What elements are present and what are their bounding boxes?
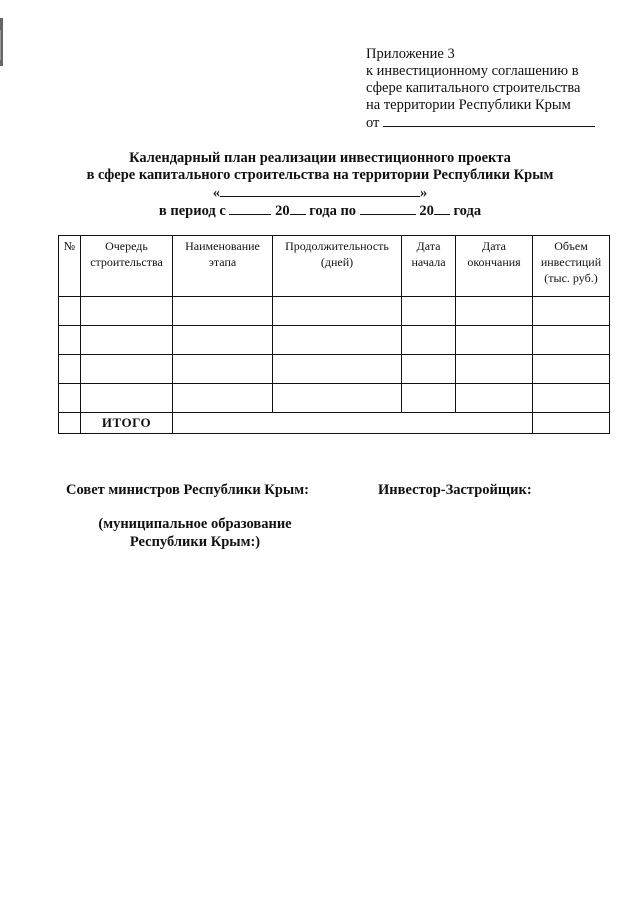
total-label: ИТОГО bbox=[101, 415, 152, 430]
header-construction-stage: Очередь строительства bbox=[81, 236, 173, 297]
table-row bbox=[59, 326, 610, 355]
table-row bbox=[59, 297, 610, 326]
start-date-blank[interactable] bbox=[229, 202, 271, 215]
total-label-cell bbox=[81, 413, 173, 434]
table-cell[interactable] bbox=[456, 297, 533, 326]
signature-municipality-note bbox=[80, 515, 310, 551]
end-year-prefix: 20 bbox=[419, 203, 434, 219]
header-investment: Объем инвестиций (тыс. руб.) bbox=[533, 236, 610, 297]
page-edge-mark-inner bbox=[0, 30, 1, 60]
table-cell[interactable] bbox=[273, 355, 402, 384]
table-cell[interactable] bbox=[59, 355, 81, 384]
annex-line-1: Приложение 3 bbox=[366, 46, 455, 62]
table-cell[interactable] bbox=[81, 326, 173, 355]
header-end-date: Дата окончания bbox=[456, 236, 533, 297]
table-cell[interactable] bbox=[59, 384, 81, 413]
header-duration: Продолжительность (дней) bbox=[273, 236, 402, 297]
annex-line-3: сфере капитального строительства bbox=[366, 80, 581, 96]
note-line-1: (муниципальное образование bbox=[98, 516, 292, 532]
table-cell[interactable] bbox=[81, 384, 173, 413]
table-cell[interactable] bbox=[273, 326, 402, 355]
header-stage-name: Наименование этапа bbox=[173, 236, 273, 297]
period-mid: года по bbox=[309, 203, 357, 219]
quote-open: « bbox=[212, 185, 220, 201]
table-cell[interactable] bbox=[81, 355, 173, 384]
table-cell[interactable] bbox=[273, 384, 402, 413]
table-row bbox=[59, 355, 610, 384]
start-year-blank[interactable] bbox=[290, 202, 306, 215]
table-cell[interactable] bbox=[59, 297, 81, 326]
table-cell[interactable] bbox=[456, 355, 533, 384]
project-name-blank[interactable] bbox=[220, 184, 420, 197]
title-period-row bbox=[60, 202, 580, 220]
start-year-prefix: 20 bbox=[275, 203, 290, 219]
title-line-2: в сфере капитального строительства на территории Республики Крым bbox=[86, 167, 554, 183]
annex-from-label: от bbox=[366, 115, 380, 131]
signature-council: Совет министров Республики Крым: bbox=[66, 482, 309, 498]
header-start-date: Дата начала bbox=[402, 236, 456, 297]
table-cell[interactable] bbox=[402, 297, 456, 326]
end-year-blank[interactable] bbox=[434, 202, 450, 215]
header-number: № bbox=[59, 236, 81, 297]
table-cell[interactable] bbox=[533, 326, 610, 355]
table-cell[interactable] bbox=[456, 384, 533, 413]
table-cell[interactable] bbox=[402, 384, 456, 413]
table-cell[interactable] bbox=[456, 326, 533, 355]
table-cell[interactable] bbox=[173, 326, 273, 355]
title-project-name-row bbox=[60, 184, 580, 202]
document-title bbox=[60, 150, 580, 220]
period-suffix: года bbox=[453, 203, 482, 219]
schedule-table bbox=[58, 235, 610, 434]
table-cell[interactable] bbox=[533, 355, 610, 384]
table-cell[interactable] bbox=[173, 384, 273, 413]
note-line-2: Республики Крым:) bbox=[129, 534, 261, 550]
annex-from-row bbox=[366, 114, 616, 132]
table-total-row bbox=[59, 413, 610, 434]
annex-line-2: к инвестиционному соглашению в bbox=[366, 63, 579, 79]
table-cell[interactable] bbox=[533, 384, 610, 413]
table-cell[interactable] bbox=[173, 297, 273, 326]
table-cell[interactable] bbox=[59, 326, 81, 355]
table-row bbox=[59, 384, 610, 413]
quote-close: » bbox=[420, 185, 428, 201]
signature-investor: Инвестор-Застройщик: bbox=[378, 482, 532, 498]
table-cell[interactable] bbox=[533, 297, 610, 326]
table-cell[interactable] bbox=[402, 326, 456, 355]
total-investment-cell[interactable] bbox=[533, 413, 610, 434]
table-cell[interactable] bbox=[173, 355, 273, 384]
annex-date-blank[interactable] bbox=[383, 114, 595, 127]
end-date-blank[interactable] bbox=[360, 202, 416, 215]
table-cell[interactable] bbox=[81, 297, 173, 326]
annex-line-4: на территории Республики Крым bbox=[366, 97, 571, 113]
title-line-1: Календарный план реализации инвестиционного проекта bbox=[129, 150, 511, 166]
table-cell[interactable] bbox=[273, 297, 402, 326]
total-number-cell bbox=[59, 413, 81, 434]
period-prefix: в период с bbox=[158, 203, 226, 219]
total-merged-cell[interactable] bbox=[173, 413, 533, 434]
annex-block bbox=[366, 46, 616, 132]
table-cell[interactable] bbox=[402, 355, 456, 384]
table-header-row bbox=[59, 236, 610, 297]
